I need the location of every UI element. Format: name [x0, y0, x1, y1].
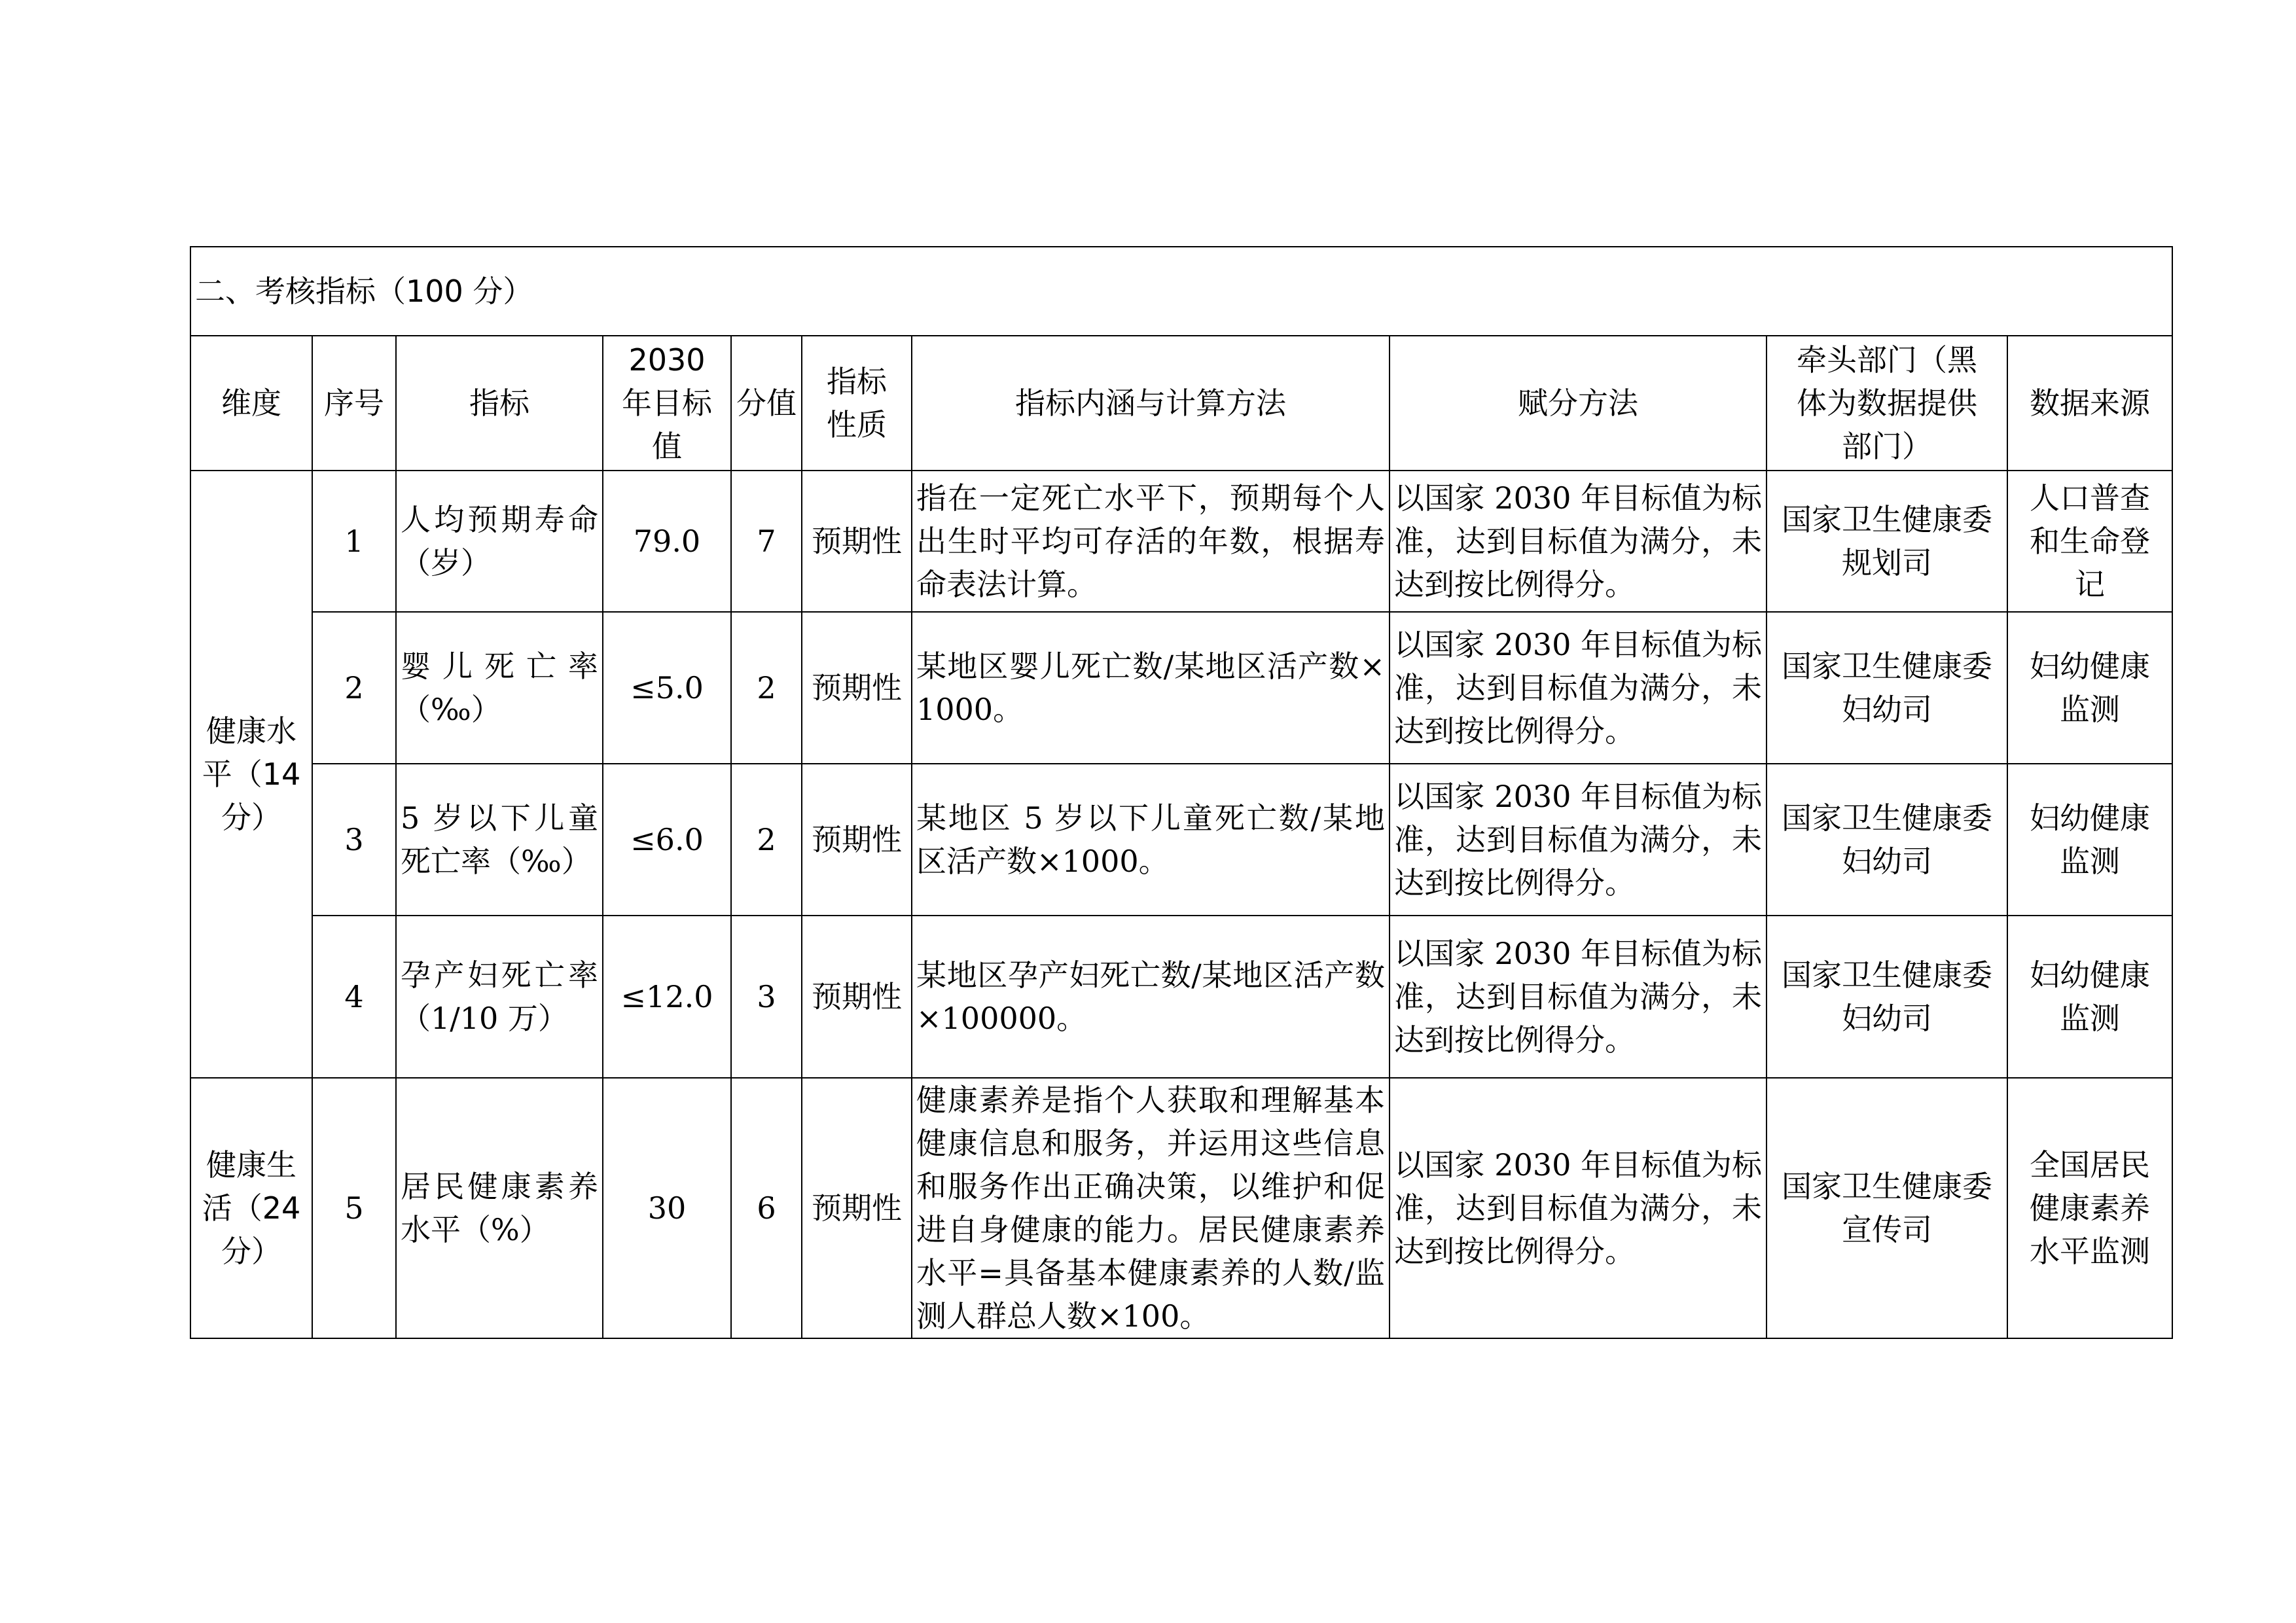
cell-seq: 2	[312, 612, 396, 764]
cell-dept: 国家卫生健康委妇幼司	[1767, 916, 2007, 1078]
cell-dept: 国家卫生健康委宣传司	[1767, 1078, 2007, 1338]
cell-indicator: 5 岁以下儿童死亡率（‰）	[396, 764, 603, 916]
cell-target: ≤6.0	[603, 764, 731, 916]
cell-scoring: 以国家 2030 年目标值为标准，达到目标值为满分，未达到按比例得分。	[1390, 1078, 1767, 1338]
cell-method: 某地区孕产妇死亡数/某地区活产数×100000。	[912, 916, 1390, 1078]
table-row	[190, 764, 2172, 916]
cell-seq: 1	[312, 471, 396, 612]
cell-score: 2	[731, 764, 802, 916]
cell-source: 妇幼健康监测	[2007, 764, 2172, 916]
cell-dept: 国家卫生健康委妇幼司	[1767, 612, 2007, 764]
cell-method: 某地区婴儿死亡数/某地区活产数×1000。	[912, 612, 1390, 764]
cell-dept: 国家卫生健康委妇幼司	[1767, 764, 2007, 916]
cell-target: ≤12.0	[603, 916, 731, 1078]
cell-nature: 预期性	[802, 471, 912, 612]
cell-indicator: 婴儿死亡率（‰）	[396, 612, 603, 764]
group-label-health-level: 健康水平（14 分）	[190, 471, 312, 1078]
cell-indicator: 居民健康素养水平（%）	[396, 1078, 603, 1338]
cell-nature: 预期性	[802, 916, 912, 1078]
header-indicator: 指标	[396, 336, 603, 471]
assessment-indicator-table	[190, 246, 2173, 1339]
cell-nature: 预期性	[802, 612, 912, 764]
cell-score: 7	[731, 471, 802, 612]
cell-dept: 国家卫生健康委规划司	[1767, 471, 2007, 612]
cell-source: 妇幼健康监测	[2007, 612, 2172, 764]
cell-method: 指在一定死亡水平下，预期每个人出生时平均可存活的年数，根据寿命表法计算。	[912, 471, 1390, 612]
cell-scoring: 以国家 2030 年目标值为标准，达到目标值为满分，未达到按比例得分。	[1390, 916, 1767, 1078]
table-row	[190, 916, 2172, 1078]
cell-method: 健康素养是指个人获取和理解基本健康信息和服务，并运用这些信息和服务作出正确决策，以维护和促进自身健康的能力。居民健康素养水平=具备基本健康素养的人数/监测人群总人数×100。	[912, 1078, 1390, 1338]
cell-seq: 3	[312, 764, 396, 916]
table-row	[190, 471, 2172, 612]
cell-scoring: 以国家 2030 年目标值为标准，达到目标值为满分，未达到按比例得分。	[1390, 612, 1767, 764]
cell-scoring: 以国家 2030 年目标值为标准，达到目标值为满分，未达到按比例得分。	[1390, 471, 1767, 612]
cell-score: 2	[731, 612, 802, 764]
cell-seq: 5	[312, 1078, 396, 1338]
header-dimension: 维度	[190, 336, 312, 471]
header-method: 指标内涵与计算方法	[912, 336, 1390, 471]
header-scoring: 赋分方法	[1390, 336, 1767, 471]
table-row	[190, 612, 2172, 764]
cell-indicator: 孕产妇死亡率（1/10 万）	[396, 916, 603, 1078]
cell-score: 3	[731, 916, 802, 1078]
group-label-health-life: 健康生活（24 分）	[190, 1078, 312, 1338]
cell-method: 某地区 5 岁以下儿童死亡数/某地区活产数×1000。	[912, 764, 1390, 916]
cell-nature: 预期性	[802, 764, 912, 916]
header-source: 数据来源	[2007, 336, 2172, 471]
cell-indicator: 人均预期寿命（岁）	[396, 471, 603, 612]
cell-nature: 预期性	[802, 1078, 912, 1338]
header-dept: 牵头部门（黑体为数据提供部门）	[1767, 336, 2007, 471]
header-target: 2030 年目标值	[603, 336, 731, 471]
cell-target: ≤5.0	[603, 612, 731, 764]
header-score: 分值	[731, 336, 802, 471]
cell-source: 人口普查和生命登记	[2007, 471, 2172, 612]
cell-source: 妇幼健康监测	[2007, 916, 2172, 1078]
header-seq: 序号	[312, 336, 396, 471]
table-title: 二、考核指标（100 分）	[190, 247, 2172, 336]
table-row	[190, 1078, 2172, 1338]
cell-seq: 4	[312, 916, 396, 1078]
cell-target: 30	[603, 1078, 731, 1338]
cell-source: 全国居民健康素养水平监测	[2007, 1078, 2172, 1338]
cell-score: 6	[731, 1078, 802, 1338]
cell-target: 79.0	[603, 471, 731, 612]
cell-scoring: 以国家 2030 年目标值为标准，达到目标值为满分，未达到按比例得分。	[1390, 764, 1767, 916]
header-nature: 指标性质	[802, 336, 912, 471]
